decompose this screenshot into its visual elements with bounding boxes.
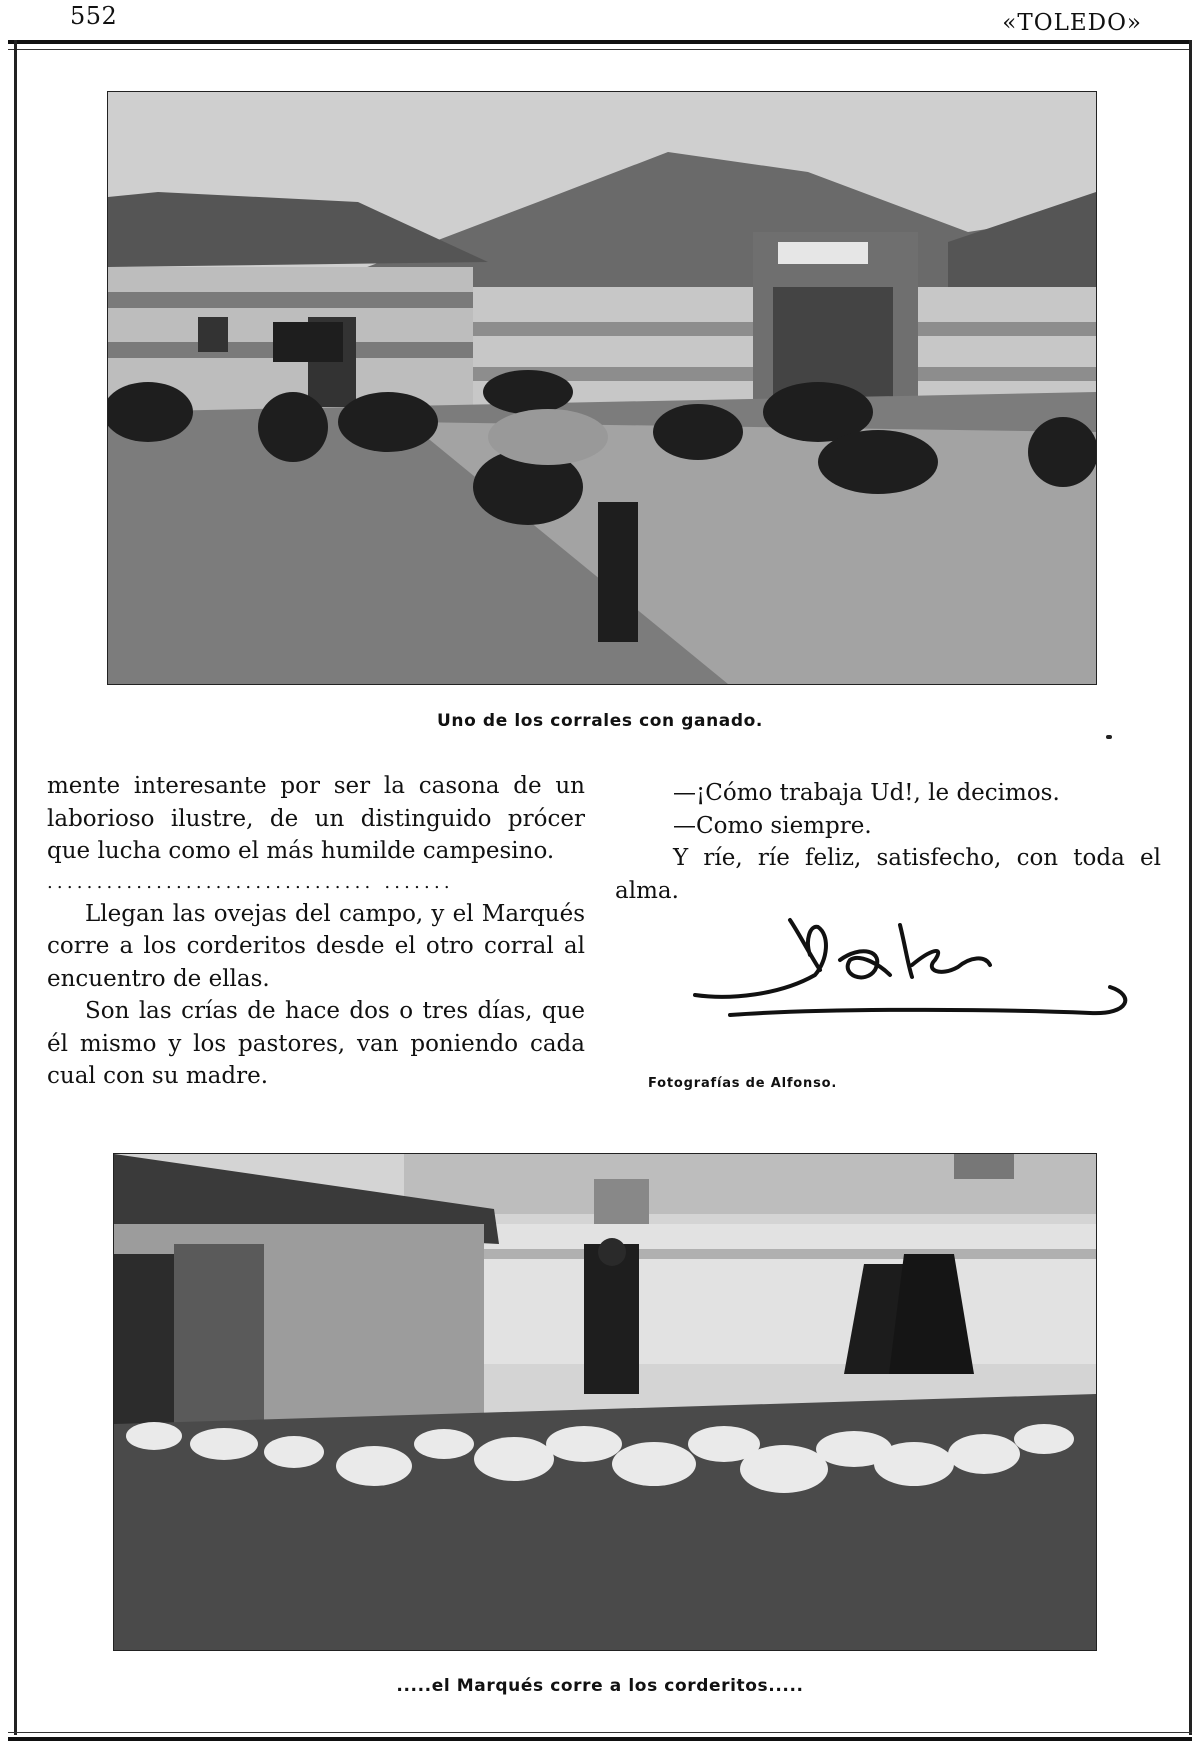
frame-rule-top-inner — [8, 49, 1192, 50]
photo-caption-corderitos: .....el Marqués corre a los corderitos..... — [396, 1676, 804, 1696]
left-column — [47, 770, 585, 1093]
dialogue-line-1: —¡Cómo trabaja Ud!, le decimos. — [673, 780, 1060, 806]
right-column — [615, 777, 1161, 907]
photo-corral-cattle-image — [108, 92, 1096, 684]
print-speck — [1106, 735, 1112, 739]
paragraph-crias: Son las crías de hace dos o tres días, que él mismo y los pastores, van poniendo cada cual con su madre. — [47, 998, 585, 1089]
page-number: 552 — [70, 2, 118, 30]
signature-stroke — [690, 915, 1140, 1035]
photo-marques-corderitos — [113, 1153, 1097, 1651]
dialogue-line-2: —Como siempre. — [673, 812, 872, 839]
photo-credit: Fotografías de Alfonso. — [648, 1076, 838, 1091]
paragraph-ovejas: Llegan las ovejas del campo, y el Marqués corre a los corderitos desde el otro corral al encuentro de ellas. — [47, 900, 585, 992]
frame-rule-top — [8, 40, 1192, 44]
frame-rule-bottom-inner — [8, 1732, 1192, 1733]
photo-marques-corderitos-image — [114, 1154, 1096, 1650]
dotted-separator: ................................. ....... — [47, 871, 454, 893]
paragraph-continuation: mente interesante por ser la casona de un laborioso ilustre, de un distinguido prócer que lucha como el más humilde campesino. — [47, 773, 585, 864]
photo-corral-cattle — [107, 91, 1097, 685]
frame-rule-bottom — [8, 1737, 1192, 1741]
running-head: «TOLEDO» — [1002, 10, 1142, 36]
author-signature — [690, 915, 1140, 1035]
frame-rule-left — [14, 40, 17, 1735]
photo-caption-corral: Uno de los corrales con ganado. — [437, 711, 763, 731]
frame-rule-right — [1189, 40, 1192, 1735]
paragraph-rie: Y ríe, ríe feliz, satisfecho, con toda el alma. — [615, 845, 1161, 904]
